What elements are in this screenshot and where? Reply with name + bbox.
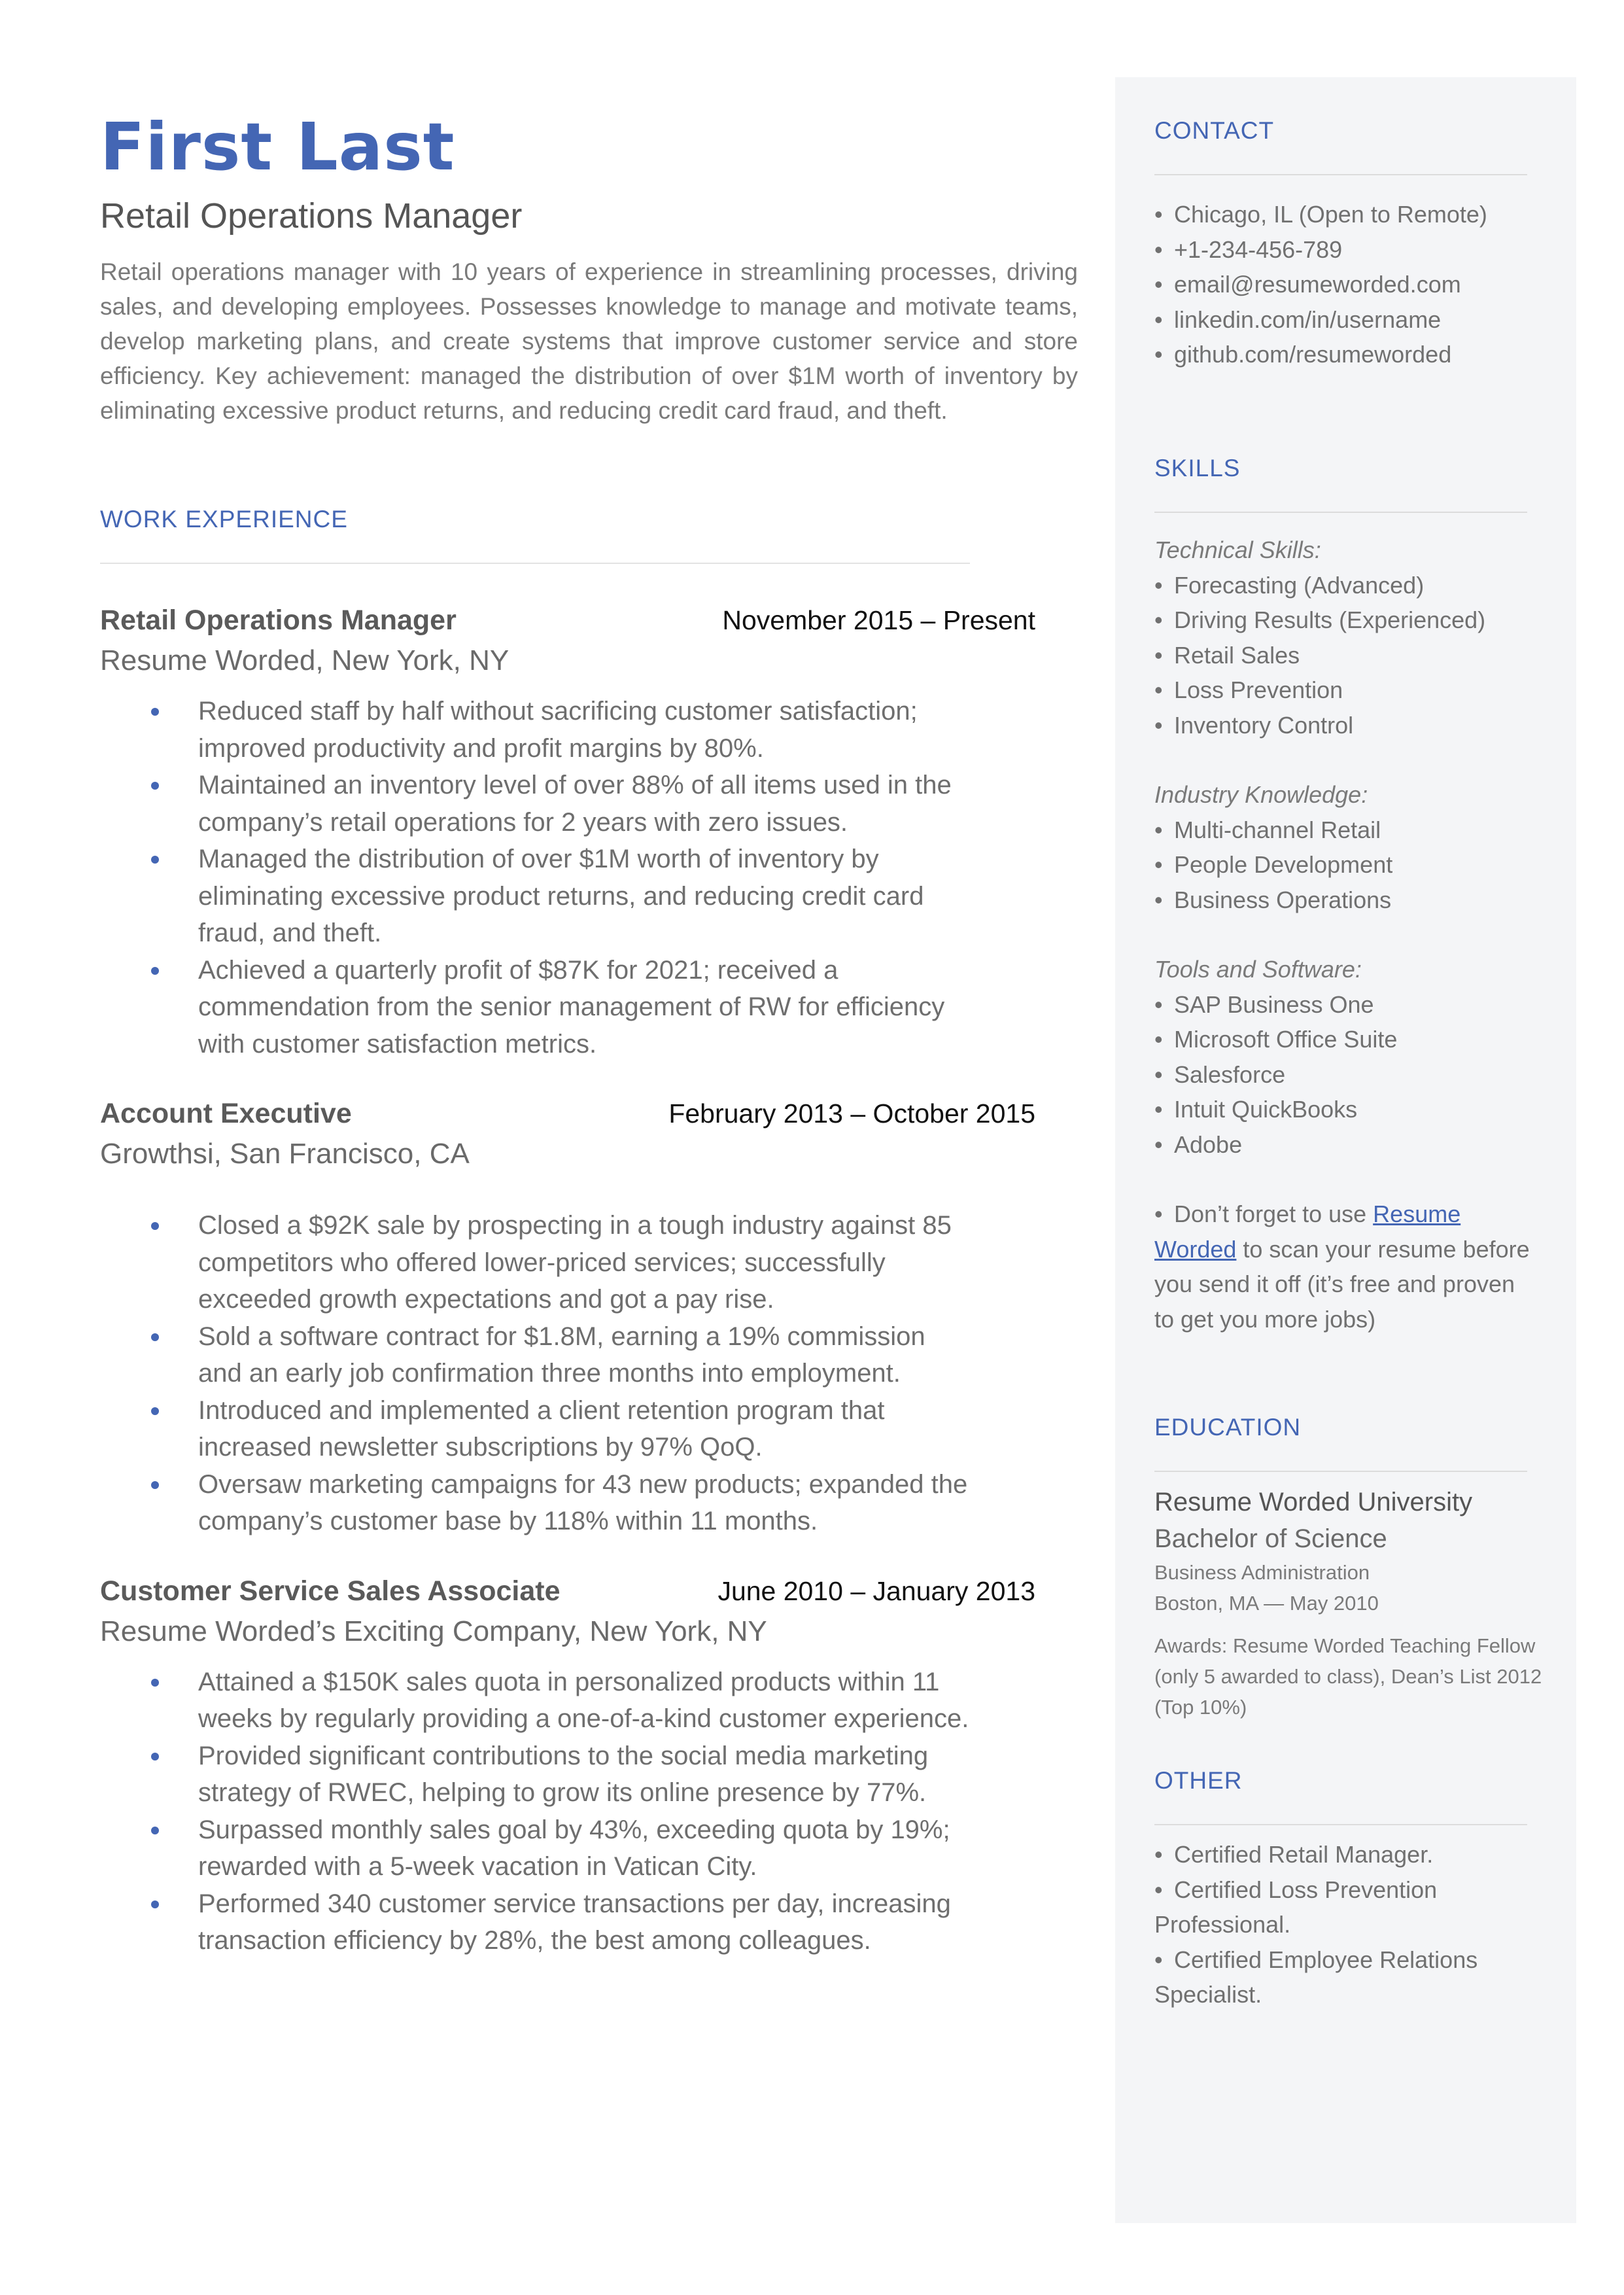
bullet-icon: • [1154, 606, 1163, 634]
skill-item-text: Inventory Control [1174, 711, 1354, 739]
job-list [100, 600, 1078, 1959]
job-bullet-text: Attained a $150K sales quota in personalized products within 11 weeks by regularly providing a one-of-a-kind customer experience. [198, 1667, 969, 1734]
skill-item [1154, 603, 1573, 638]
bullet-dot-icon [151, 1901, 159, 1908]
skill-item-text: SAP Business One [1174, 990, 1374, 1018]
field-of-study: Business Administration [1154, 1561, 1370, 1585]
contact-list [1154, 197, 1573, 372]
other-item-text: Certified Retail Manager. [1174, 1841, 1434, 1868]
other-section [1154, 1766, 1573, 2012]
bullet-icon: • [1154, 306, 1163, 333]
awards: Awards: Resume Worded Teaching Fellow (only 5 awarded to class), Dean’s List 2012 (Top 10%) [1154, 1634, 1542, 1719]
job-bullet [100, 1738, 970, 1812]
degree: Bachelor of Science [1154, 1524, 1387, 1554]
contact-heading: CONTACT [1154, 117, 1275, 144]
bullet-icon: • [1154, 1060, 1163, 1088]
work-experience-divider [100, 563, 970, 564]
job-bullet [100, 1392, 970, 1466]
note-text-after: to scan your resume before you send it off (it’s free and proven to get you more jobs) [1154, 1235, 1530, 1333]
bullet-dot-icon [151, 708, 159, 716]
job-bullet [100, 693, 970, 767]
bullet-icon: • [1154, 1876, 1163, 1903]
contact-item [1154, 267, 1573, 302]
job-title: Account Executive [100, 1098, 352, 1130]
skill-item [1154, 847, 1573, 883]
bullet-dot-icon [151, 1679, 159, 1687]
job-bullet [100, 1812, 970, 1885]
work-experience-heading: WORK EXPERIENCE [100, 505, 348, 533]
skill-item [1154, 987, 1573, 1023]
skill-item [1154, 638, 1573, 673]
skill-item [1154, 1022, 1573, 1057]
skill-list [1154, 813, 1573, 918]
skill-group-label: Technical Skills: [1154, 536, 1321, 564]
job-bullet [100, 952, 970, 1063]
bullet-dot-icon [151, 1753, 159, 1761]
skills-section [1154, 454, 1573, 1337]
candidate-title: Retail Operations Manager [100, 196, 523, 236]
job-header [100, 1093, 1078, 1134]
contact-item-text: +1-234-456-789 [1174, 236, 1343, 263]
job-bullet-text: Managed the distribution of over $1M worth of inventory by eliminating excessive product returns, and reducing credit card fraud, and theft. [198, 845, 924, 948]
job-title: Retail Operations Manager [100, 604, 457, 637]
skill-group [1154, 533, 1573, 743]
job-bullet-text: Performed 340 customer service transactions per day, increasing transaction efficiency by 28%, the best among colleagues. [198, 1889, 951, 1955]
skill-item-text: Business Operations [1174, 886, 1392, 913]
job-header [100, 600, 1078, 640]
job-bullet-text: Oversaw marketing campaigns for 43 new products; expanded the company’s customer base by 118% within 11 months. [198, 1469, 968, 1536]
other-list [1154, 1837, 1534, 2012]
job-bullets [100, 693, 1078, 1062]
job-bullet [100, 1207, 970, 1318]
contact-item [1154, 337, 1573, 372]
job-company: Resume Worded, New York, NY [100, 644, 510, 677]
job-entry [100, 600, 1078, 1062]
skill-group [1154, 952, 1573, 1162]
job-bullet-text: Achieved a quarterly profit of $87K for 2021; received a commendation from the senior management of RW for efficiency with customer satisfaction metrics. [198, 955, 945, 1059]
job-bullet [100, 841, 970, 952]
other-item [1154, 1872, 1534, 1942]
contact-item [1154, 197, 1573, 232]
job-dates: November 2015 – Present [722, 605, 1035, 636]
skill-item-text: Intuit QuickBooks [1174, 1096, 1358, 1123]
skill-item [1154, 1092, 1573, 1127]
job-dates: February 2013 – October 2015 [668, 1098, 1035, 1129]
contact-item [1154, 302, 1573, 338]
skill-item [1154, 813, 1573, 848]
bullet-dot-icon [151, 1333, 159, 1341]
skill-group-label: Industry Knowledge: [1154, 781, 1368, 809]
other-item-text: Certified Loss Prevention Professional. [1154, 1876, 1438, 1938]
job-dates: June 2010 – January 2013 [717, 1575, 1035, 1606]
skill-list [1154, 987, 1573, 1163]
bullet-dot-icon [151, 1827, 159, 1834]
bullet-dot-icon [151, 782, 159, 790]
job-bullet-text: Surpassed monthly sales goal by 43%, exceeding quota by 19%; rewarded with a 5-week vacation in Vatican City. [198, 1815, 950, 1882]
school-location-date: Boston, MA — May 2010 [1154, 1592, 1379, 1615]
other-divider [1154, 1824, 1527, 1825]
other-heading: OTHER [1154, 1767, 1243, 1794]
resume-worded-link[interactable]: Resume Worded [1154, 1200, 1461, 1263]
school-name: Resume Worded University [1154, 1488, 1473, 1517]
bullet-icon: • [1154, 851, 1163, 879]
skill-item [1154, 568, 1573, 603]
bullet-icon: • [1154, 1096, 1163, 1123]
education-heading: EDUCATION [1154, 1414, 1302, 1441]
education-divider [1154, 1471, 1527, 1472]
skill-item [1154, 673, 1573, 708]
skill-item [1154, 883, 1573, 918]
bullet-dot-icon [151, 1481, 159, 1489]
contact-item-text: github.com/resumeworded [1174, 341, 1452, 368]
candidate-name: First Last [100, 109, 455, 185]
bullet-dot-icon [151, 967, 159, 975]
bullet-icon: • [1154, 990, 1163, 1018]
job-bullets [100, 1207, 1078, 1540]
bullet-icon: • [1154, 201, 1163, 228]
skill-item [1154, 708, 1573, 743]
bullet-icon: • [1154, 1130, 1163, 1158]
job-entry [100, 1571, 1078, 1959]
job-bullet-text: Maintained an inventory level of over 88% of all items used in the company’s retail operations for 2 years with zero issues. [198, 771, 952, 837]
sidebar [1115, 77, 1576, 2223]
skill-group [1154, 777, 1573, 917]
job-company: Resume Worded’s Exciting Company, New York, NY [100, 1615, 767, 1647]
job-bullet [100, 1466, 970, 1540]
contact-section [1154, 116, 1573, 372]
note-text-before: Don’t forget to use [1174, 1200, 1373, 1228]
bullet-icon: • [1154, 676, 1163, 704]
job-bullet-text: Closed a $92K sale by prospecting in a tough industry against 85 competitors who offered lower-priced services; successfully exceeded growth expectations and got a pay rise. [198, 1211, 952, 1314]
skill-item-text: Retail Sales [1174, 641, 1300, 669]
scan-resume-note: • Don’t forget to use Resume Worded to scan your resume before you send it off (it’s free and proven to get you more jobs) [1154, 1200, 1530, 1333]
contact-item [1154, 232, 1573, 268]
job-company: Growthsi, San Francisco, CA [100, 1138, 470, 1170]
skill-item-text: Loss Prevention [1174, 676, 1343, 704]
job-bullet-text: Reduced staff by half without sacrificing customer satisfaction; improved productivity and profit margins by 80%. [198, 697, 918, 763]
skill-item-text: Microsoft Office Suite [1174, 1026, 1398, 1053]
bullet-icon: • [1154, 711, 1163, 739]
other-item [1154, 1837, 1534, 1872]
skills-heading: SKILLS [1154, 455, 1241, 482]
job-header [100, 1571, 1078, 1611]
job-bullet-text: Sold a software contract for $1.8M, earning a 19% commission and an early job confirmation three months into employment. [198, 1322, 925, 1388]
job-bullet [100, 1885, 970, 1959]
bullet-icon: • [1154, 1026, 1163, 1053]
contact-item-text: email@resumeworded.com [1174, 271, 1461, 298]
bullet-dot-icon [151, 856, 159, 864]
bullet-icon: • [1154, 341, 1163, 368]
skill-item-text: Driving Results (Experienced) [1174, 606, 1486, 634]
bullet-icon: • [1154, 641, 1163, 669]
main-column [100, 111, 1078, 1959]
job-bullets [100, 1664, 1078, 1959]
job-bullet [100, 1664, 970, 1738]
skill-item [1154, 1057, 1573, 1093]
job-title: Customer Service Sales Associate [100, 1575, 561, 1607]
other-item-text: Certified Employee Relations Specialist. [1154, 1946, 1478, 2008]
bullet-icon: • [1154, 1841, 1163, 1868]
job-bullet-text: Provided significant contributions to the social media marketing strategy of RWEC, helping to grow its online presence by 77%. [198, 1741, 929, 1808]
summary-paragraph: Retail operations manager with 10 years of experience in streamlining processes, driving sales, and developing employees. Possesses knowledge to manage and motivate teams, develop marketing plans, and create systems that improve customer service and store efficiency. Key achievement: managed the distribution of over $1M worth of inventory by eliminating excessive product returns, and reducing credit card fraud, and theft. [100, 258, 1078, 424]
bullet-icon: • [1154, 1946, 1163, 1973]
bullet-dot-icon [151, 1407, 159, 1415]
job-bullet-text: Introduced and implemented a client retention program that increased newsletter subscriptions by 97% QoQ. [198, 1395, 885, 1462]
contact-item-text: linkedin.com/in/username [1174, 306, 1442, 333]
skill-item-text: Salesforce [1174, 1060, 1286, 1088]
contact-divider [1154, 174, 1527, 175]
contact-item-text: Chicago, IL (Open to Remote) [1174, 201, 1487, 228]
bullet-icon: • [1154, 271, 1163, 298]
bullet-icon: • [1154, 886, 1163, 913]
skill-item-text: Adobe [1174, 1130, 1243, 1158]
job-bullet [100, 767, 970, 841]
other-item [1154, 1942, 1534, 2012]
skill-item-text: People Development [1174, 851, 1393, 879]
bullet-dot-icon [151, 1222, 159, 1230]
skill-item-text: Multi-channel Retail [1174, 816, 1381, 843]
skill-group-label: Tools and Software: [1154, 956, 1362, 983]
skill-item [1154, 1127, 1573, 1163]
bullet-icon: • [1154, 236, 1163, 263]
skill-item-text: Forecasting (Advanced) [1174, 571, 1425, 599]
education-section [1154, 1413, 1573, 1723]
skill-list [1154, 568, 1573, 743]
bullet-icon: • [1154, 571, 1163, 599]
skills-divider [1154, 512, 1527, 513]
job-bullet [100, 1318, 970, 1392]
skill-groups [1154, 533, 1573, 1162]
bullet-icon: • [1154, 816, 1163, 843]
job-entry [100, 1093, 1078, 1540]
